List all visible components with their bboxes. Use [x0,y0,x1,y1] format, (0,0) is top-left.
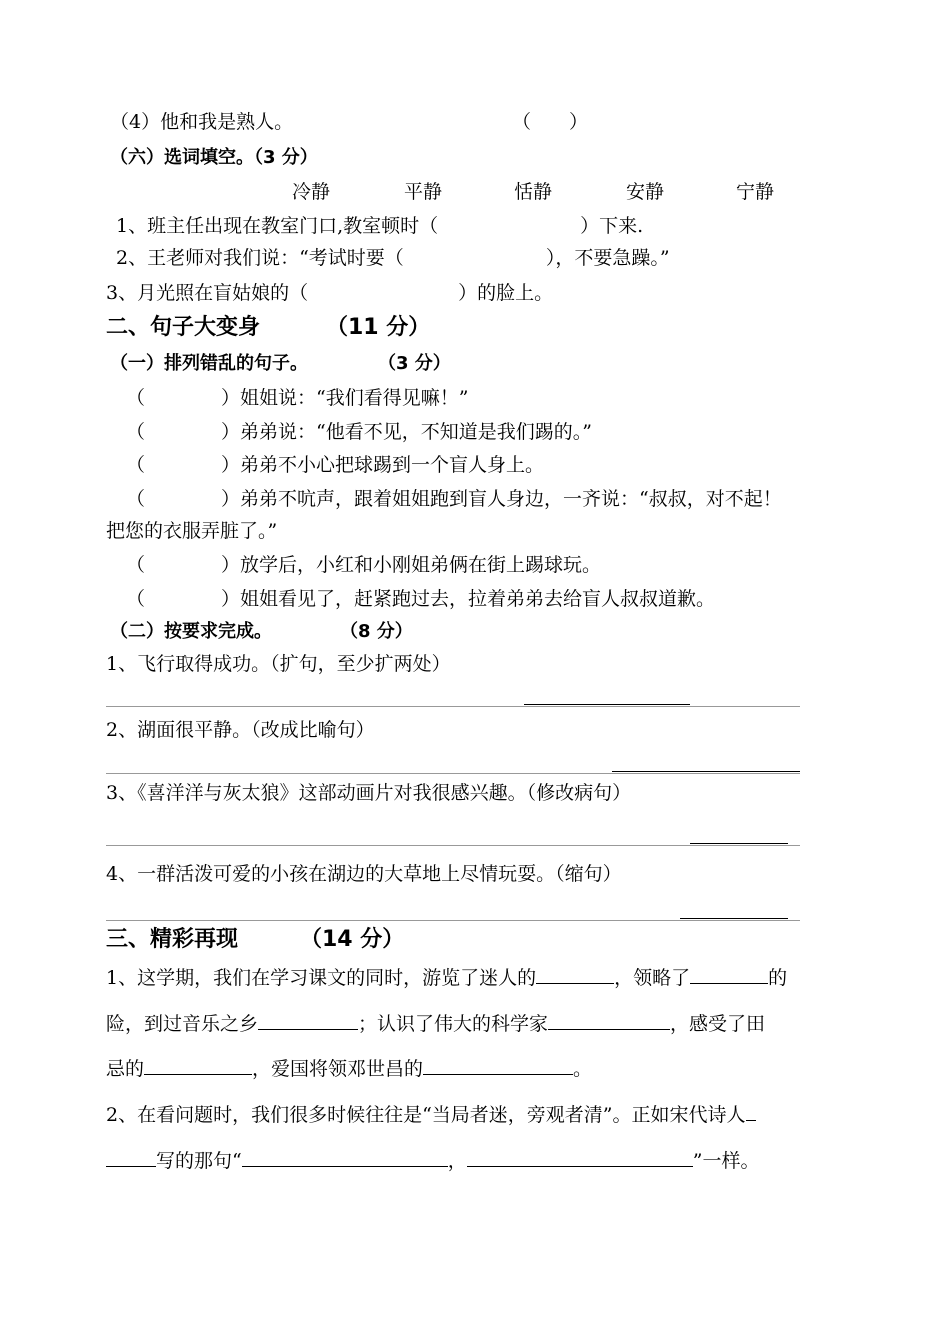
section2-score: （11 分） [326,315,431,340]
word-option-2: 平静 [404,181,443,203]
recall-q1-text-g: 忌的 [106,1058,145,1080]
part1-score: （3 分） [378,353,451,374]
order-paren-2[interactable]: （ ） [126,421,241,443]
order-sentence-5 [126,553,601,577]
fill-q3-end: ）的脸上。 [458,282,554,304]
section3-score: （14 分） [300,927,405,952]
part2-score: （8 分） [340,621,413,642]
recall-q2-text-d: ”一样。 [692,1150,760,1172]
recall-q2-blank-3[interactable] [467,1148,693,1167]
order-sentence-3 [126,453,544,477]
recall-q2-line2 [106,1148,759,1173]
recall-q1-blank-2[interactable] [690,965,768,984]
recall-q1-text-i: 。 [573,1058,593,1080]
task-4-answer-line-accent [680,918,788,919]
task-4: 4、一群活泼可爱的小孩在湖边的大草地上尽情玩耍。（缩句） [106,863,622,885]
task-1-answer-line-accent [524,704,690,705]
order-text-6: 姐姐看见了，赶紧跑过去，拉着弟弟去给盲人叔叔道歉。 [240,588,716,610]
order-text-1: 姐姐说：“我们看得见嘛！” [240,387,469,409]
order-paren-6[interactable]: （ ） [126,588,241,610]
fill-q3 [106,281,553,305]
fill-q3-text: 3、月光照在盲姑娘的（ [106,282,309,304]
task-3: 3、《喜洋洋与灰太狼》这部动画片对我很感兴趣。（修改病句） [106,782,632,804]
fill-q1-end: ）下来. [580,215,644,237]
order-paren-3[interactable]: （ ） [126,454,241,476]
recall-q1-text-a: 1、这学期，我们在学习课文的同时，游览了迷人的 [106,967,537,989]
recall-q1-text-b: ，领略了 [614,967,691,989]
recall-q1-blank-5[interactable] [144,1056,252,1075]
order-paren-5[interactable]: （ ） [126,554,241,576]
task-1: 1、飞行取得成功。（扩句，至少扩两处） [106,653,451,675]
task-4-answer-line[interactable] [106,920,800,921]
order-paren-4[interactable]: （ ） [126,488,241,510]
word-option-5: 宁静 [736,181,775,203]
task-3-answer-line-accent [690,843,788,844]
recall-q2-blank-2[interactable] [242,1148,448,1167]
order-sentence-1 [126,386,468,410]
section2-title: 二、句子大变身 [106,315,261,340]
recall-q2-line1 [106,1102,756,1127]
order-sentence-4 [126,487,782,511]
order-sentence-4-cont: 把您的衣服弄脏了。” [106,520,278,542]
fill-q2 [116,246,670,270]
recall-q1-blank-4[interactable] [548,1011,670,1030]
recall-q1-line2 [106,1011,765,1036]
recall-q1-text-e: ；认识了伟大的科学家 [358,1013,549,1035]
order-sentence-6 [126,587,715,611]
recall-q1-text-f: ，感受了田 [670,1013,766,1035]
order-text-3: 弟弟不小心把球踢到一个盲人身上。 [240,454,545,476]
fill-q1-text: 1、班主任出现在教室门口,教室顿时（ [116,215,439,237]
recall-q1-blank-3[interactable] [258,1011,358,1030]
item4-text: （4）他和我是熟人。 [110,111,294,133]
recall-q2-blank-1b[interactable] [106,1148,156,1167]
recall-q2-text-c: ， [447,1150,467,1172]
recall-q1-line1 [106,965,787,990]
order-text-4: 弟弟不吭声，跟着姐姐跑到盲人身边，一齐说：“叔叔，对不起！ [240,488,782,510]
recall-q1-text-d: 险，到过音乐之乡 [106,1013,259,1035]
fill-q1 [116,214,643,238]
recall-q1-text-c: 的 [768,967,788,989]
section3-title: 三、精彩再现 [106,927,239,952]
fill-q2-end: ），不要急躁。” [545,247,670,269]
order-sentence-2 [126,420,592,444]
recall-q1-line3 [106,1056,592,1081]
recall-q2-text-a: 2、在看问题时，我们很多时候往往是“当局者迷，旁观者清”。正如宋代诗人 [106,1104,746,1126]
task-2: 2、湖面很平静。（改成比喻句） [106,719,375,741]
word-option-4: 安静 [626,181,665,203]
recall-q1-blank-6[interactable] [423,1056,573,1075]
word-option-3: 恬静 [514,181,553,203]
part6-title: （六）选词填空。（3 分） [110,147,318,168]
task-1-answer-line[interactable] [106,706,800,707]
recall-q2-text-b: 写的那句“ [156,1150,242,1172]
recall-q2-blank-1a[interactable] [746,1102,756,1121]
order-text-2: 弟弟说：“他看不见，不知道是我们踢的。” [240,421,592,443]
fill-q2-text: 2、王老师对我们说：“考试时要（ [116,247,404,269]
word-option-1: 冷静 [292,181,331,203]
order-text-5: 放学后，小红和小刚姐弟俩在街上踢球玩。 [240,554,602,576]
task-3-answer-line[interactable] [106,845,800,846]
task-2-answer-line[interactable] [106,773,800,774]
recall-q1-blank-1[interactable] [536,965,614,984]
item4-answer-paren[interactable]: （ ） [512,111,589,133]
recall-q1-text-h: ，爱国将领邓世昌的 [252,1058,424,1080]
part1-title: （一）排列错乱的句子。 [110,353,308,374]
part2-title: （二）按要求完成。 [110,621,272,642]
order-paren-1[interactable]: （ ） [126,387,241,409]
task-2-answer-line-accent [612,771,800,772]
